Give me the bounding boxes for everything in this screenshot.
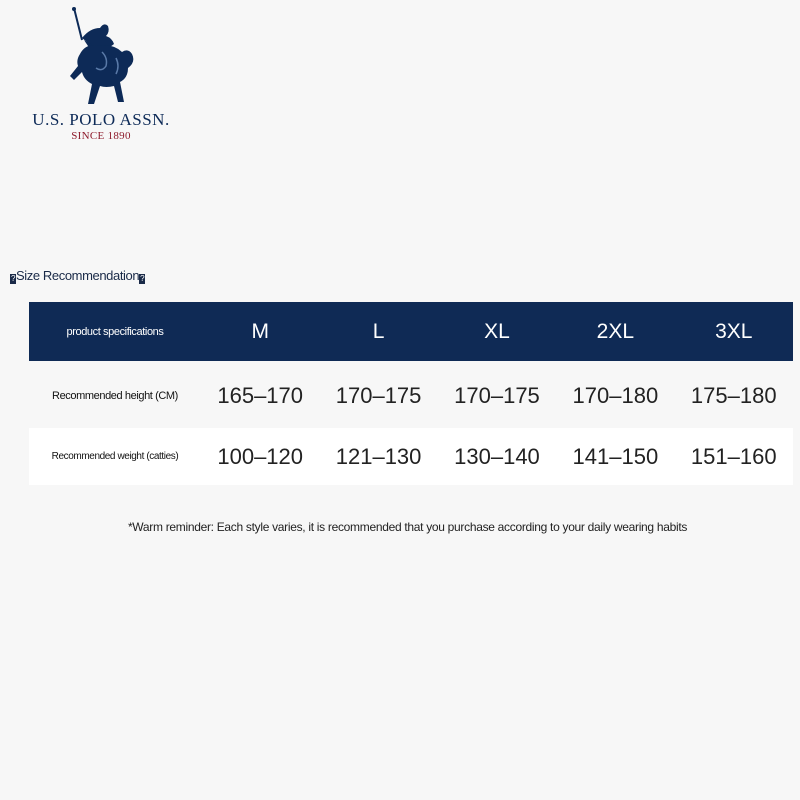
weight-value: 141–150 [572, 443, 659, 469]
weight-row-label: Recommended weight (catties) [51, 451, 179, 462]
table-row [29, 363, 793, 428]
brand-name: U.S. POLO ASSN. [32, 110, 170, 129]
weight-value: 100–120 [217, 443, 304, 469]
size-table [29, 302, 793, 485]
title-left-marker-icon: ? [10, 274, 16, 283]
height-row-label: Recommended height (CM) [52, 389, 178, 402]
height-value: 175–180 [690, 382, 777, 408]
size-2xl: 2XL [596, 319, 635, 343]
size-l: L [372, 319, 385, 343]
height-value: 170–175 [335, 382, 422, 408]
weight-value: 130–140 [454, 443, 540, 469]
warm-reminder-note: *Warm reminder: Each style varies, it is recommended that you purchase according to your daily wearing habits [127, 520, 688, 534]
size-3xl: 3XL [715, 319, 753, 343]
brand-since: SINCE 1890 [71, 130, 131, 142]
size-m: M [251, 319, 269, 343]
height-value: 170–175 [454, 382, 540, 408]
section-title [10, 268, 145, 284]
header-label: product specifications [66, 325, 164, 338]
weight-value: 151–160 [690, 443, 777, 469]
size-xl: XL [484, 319, 510, 343]
section-title-text: Size Recommendation [16, 268, 140, 283]
weight-value: 121–130 [335, 443, 422, 469]
table-row [29, 428, 793, 485]
height-value: 165–170 [217, 382, 304, 408]
table-header-row [29, 302, 793, 361]
brand-logo [20, 6, 180, 146]
title-right-marker-icon: ? [140, 274, 145, 283]
height-value: 170–180 [572, 382, 659, 408]
polo-player-logo-icon [62, 6, 142, 108]
